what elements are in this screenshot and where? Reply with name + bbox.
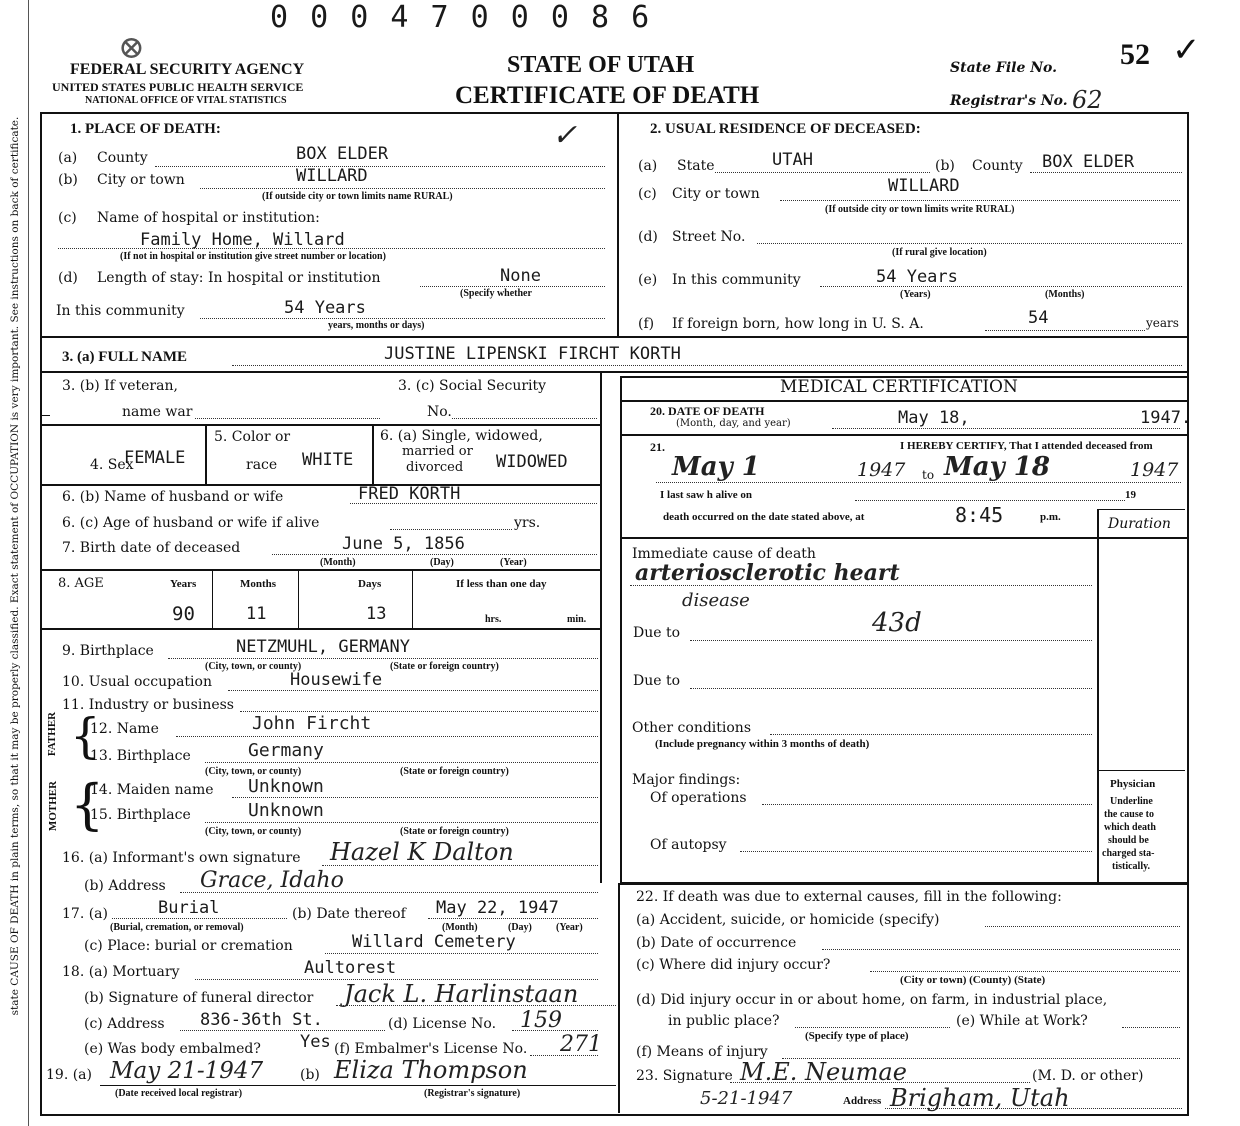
medical-cert-heading: MEDICAL CERTIFICATION: [780, 377, 1018, 397]
director-license: 159: [520, 1008, 562, 1033]
hospital-stay: None: [500, 266, 541, 286]
residence-state: UTAH: [772, 150, 813, 170]
father-birthplace: Germany: [248, 740, 324, 761]
father-side-label: FATHER: [46, 711, 59, 757]
death-year: 1947.: [1140, 408, 1192, 428]
years-in-usa: 54: [1028, 308, 1049, 328]
immediate-cause: arteriosclerotic heart: [635, 560, 900, 586]
death-date: May 18,: [898, 408, 970, 428]
place-check: ✓: [552, 118, 578, 153]
spouse-name: FRED KORTH: [358, 484, 461, 504]
registrar-received-date: May 21-1947: [110, 1058, 264, 1084]
certificate-serial: 0 0 0 4 7 0 0 0 8 6: [270, 0, 652, 35]
service-name: UNITED STATES PUBLIC HEALTH SERVICE: [52, 80, 304, 94]
embalmer-license: 271: [560, 1032, 602, 1057]
informant-signature: Hazel K Dalton: [330, 838, 514, 866]
full-name-label: 3. (a) FULL NAME: [62, 349, 187, 365]
burial-date: May 22, 1947: [436, 898, 559, 918]
burial-place: Willard Cemetery: [352, 932, 516, 952]
birth-date: June 5, 1856: [342, 534, 465, 554]
informant-address: Grace, Idaho: [200, 868, 344, 893]
residence-community-length: 54 Years: [876, 267, 958, 287]
cause-code: 43d: [872, 608, 922, 638]
agency-name: FEDERAL SECURITY AGENCY: [70, 61, 305, 78]
mother-birthplace: Unknown: [248, 800, 324, 821]
attended-to: May 18: [944, 452, 1050, 482]
death-community-length: 54 Years: [284, 298, 366, 318]
physician-sign-date: 5-21-1947: [700, 1088, 793, 1109]
birthplace: NETZMUHL, GERMANY: [236, 637, 410, 657]
mother-side-label: MOTHER: [47, 780, 60, 832]
registrar-label: Registrar's No.: [950, 93, 1068, 109]
mortuary-address: 836-36th St.: [200, 1010, 323, 1030]
state-file-number: 52: [1120, 38, 1150, 71]
residence-heading: 2. USUAL RESIDENCE OF DECEASED:: [650, 121, 921, 137]
attended-from-year: 1947: [857, 459, 906, 481]
marital-status: WIDOWED: [496, 452, 568, 472]
father-name: John Fircht: [252, 713, 372, 734]
certificate-title: CERTIFICATE OF DEATH: [455, 82, 760, 109]
attended-to-year: 1947: [1130, 459, 1179, 481]
age-days: 13: [366, 604, 387, 624]
mortuary-name: Aultorest: [304, 958, 397, 978]
occupation: Housewife: [290, 670, 383, 690]
immediate-cause-cont: disease: [682, 590, 750, 611]
margin-instructions: state CAUSE OF DEATH in plain terms, so that it may be properly classified. Exact statement of OCCUPATION is very important. See instructions on back of certificate.: [9, 116, 21, 1016]
attended-from: May 1: [672, 452, 760, 482]
state-heading: STATE OF UTAH: [507, 52, 695, 78]
agency-seal-icon: ⊗: [118, 28, 145, 66]
death-county: BOX ELDER: [296, 144, 389, 164]
race: WHITE: [302, 450, 354, 470]
registrar-number: 62: [1072, 86, 1103, 114]
full-name: JUSTINE LIPENSKI FIRCHT KORTH: [384, 344, 681, 364]
residence-county: BOX ELDER: [1042, 152, 1135, 172]
registrar-signature: Eliza Thompson: [334, 1056, 528, 1084]
office-name: NATIONAL OFFICE OF VITAL STATISTICS: [85, 95, 287, 106]
disposition: Burial: [158, 898, 220, 918]
residence-city: WILLARD: [888, 176, 960, 196]
physician-signature: M.E. Neumae: [740, 1058, 907, 1086]
mother-maiden-name: Unknown: [248, 776, 324, 797]
checkmark-icon: ✓: [1172, 30, 1201, 70]
age-months: 11: [246, 604, 267, 624]
physician-address: Brigham, Utah: [890, 1084, 1070, 1112]
embalmed: Yes: [300, 1032, 331, 1052]
age-years: 90: [172, 603, 195, 625]
state-file-label: State File No.: [950, 60, 1058, 76]
death-time: 8:45: [955, 503, 1004, 527]
sex: FEMALE: [124, 448, 186, 468]
funeral-director-signature: Jack L. Harlinstaan: [344, 980, 579, 1008]
death-city: WILLARD: [296, 166, 368, 186]
hospital-name: Family Home, Willard: [140, 230, 345, 250]
place-of-death-heading: 1. PLACE OF DEATH:: [70, 121, 221, 137]
